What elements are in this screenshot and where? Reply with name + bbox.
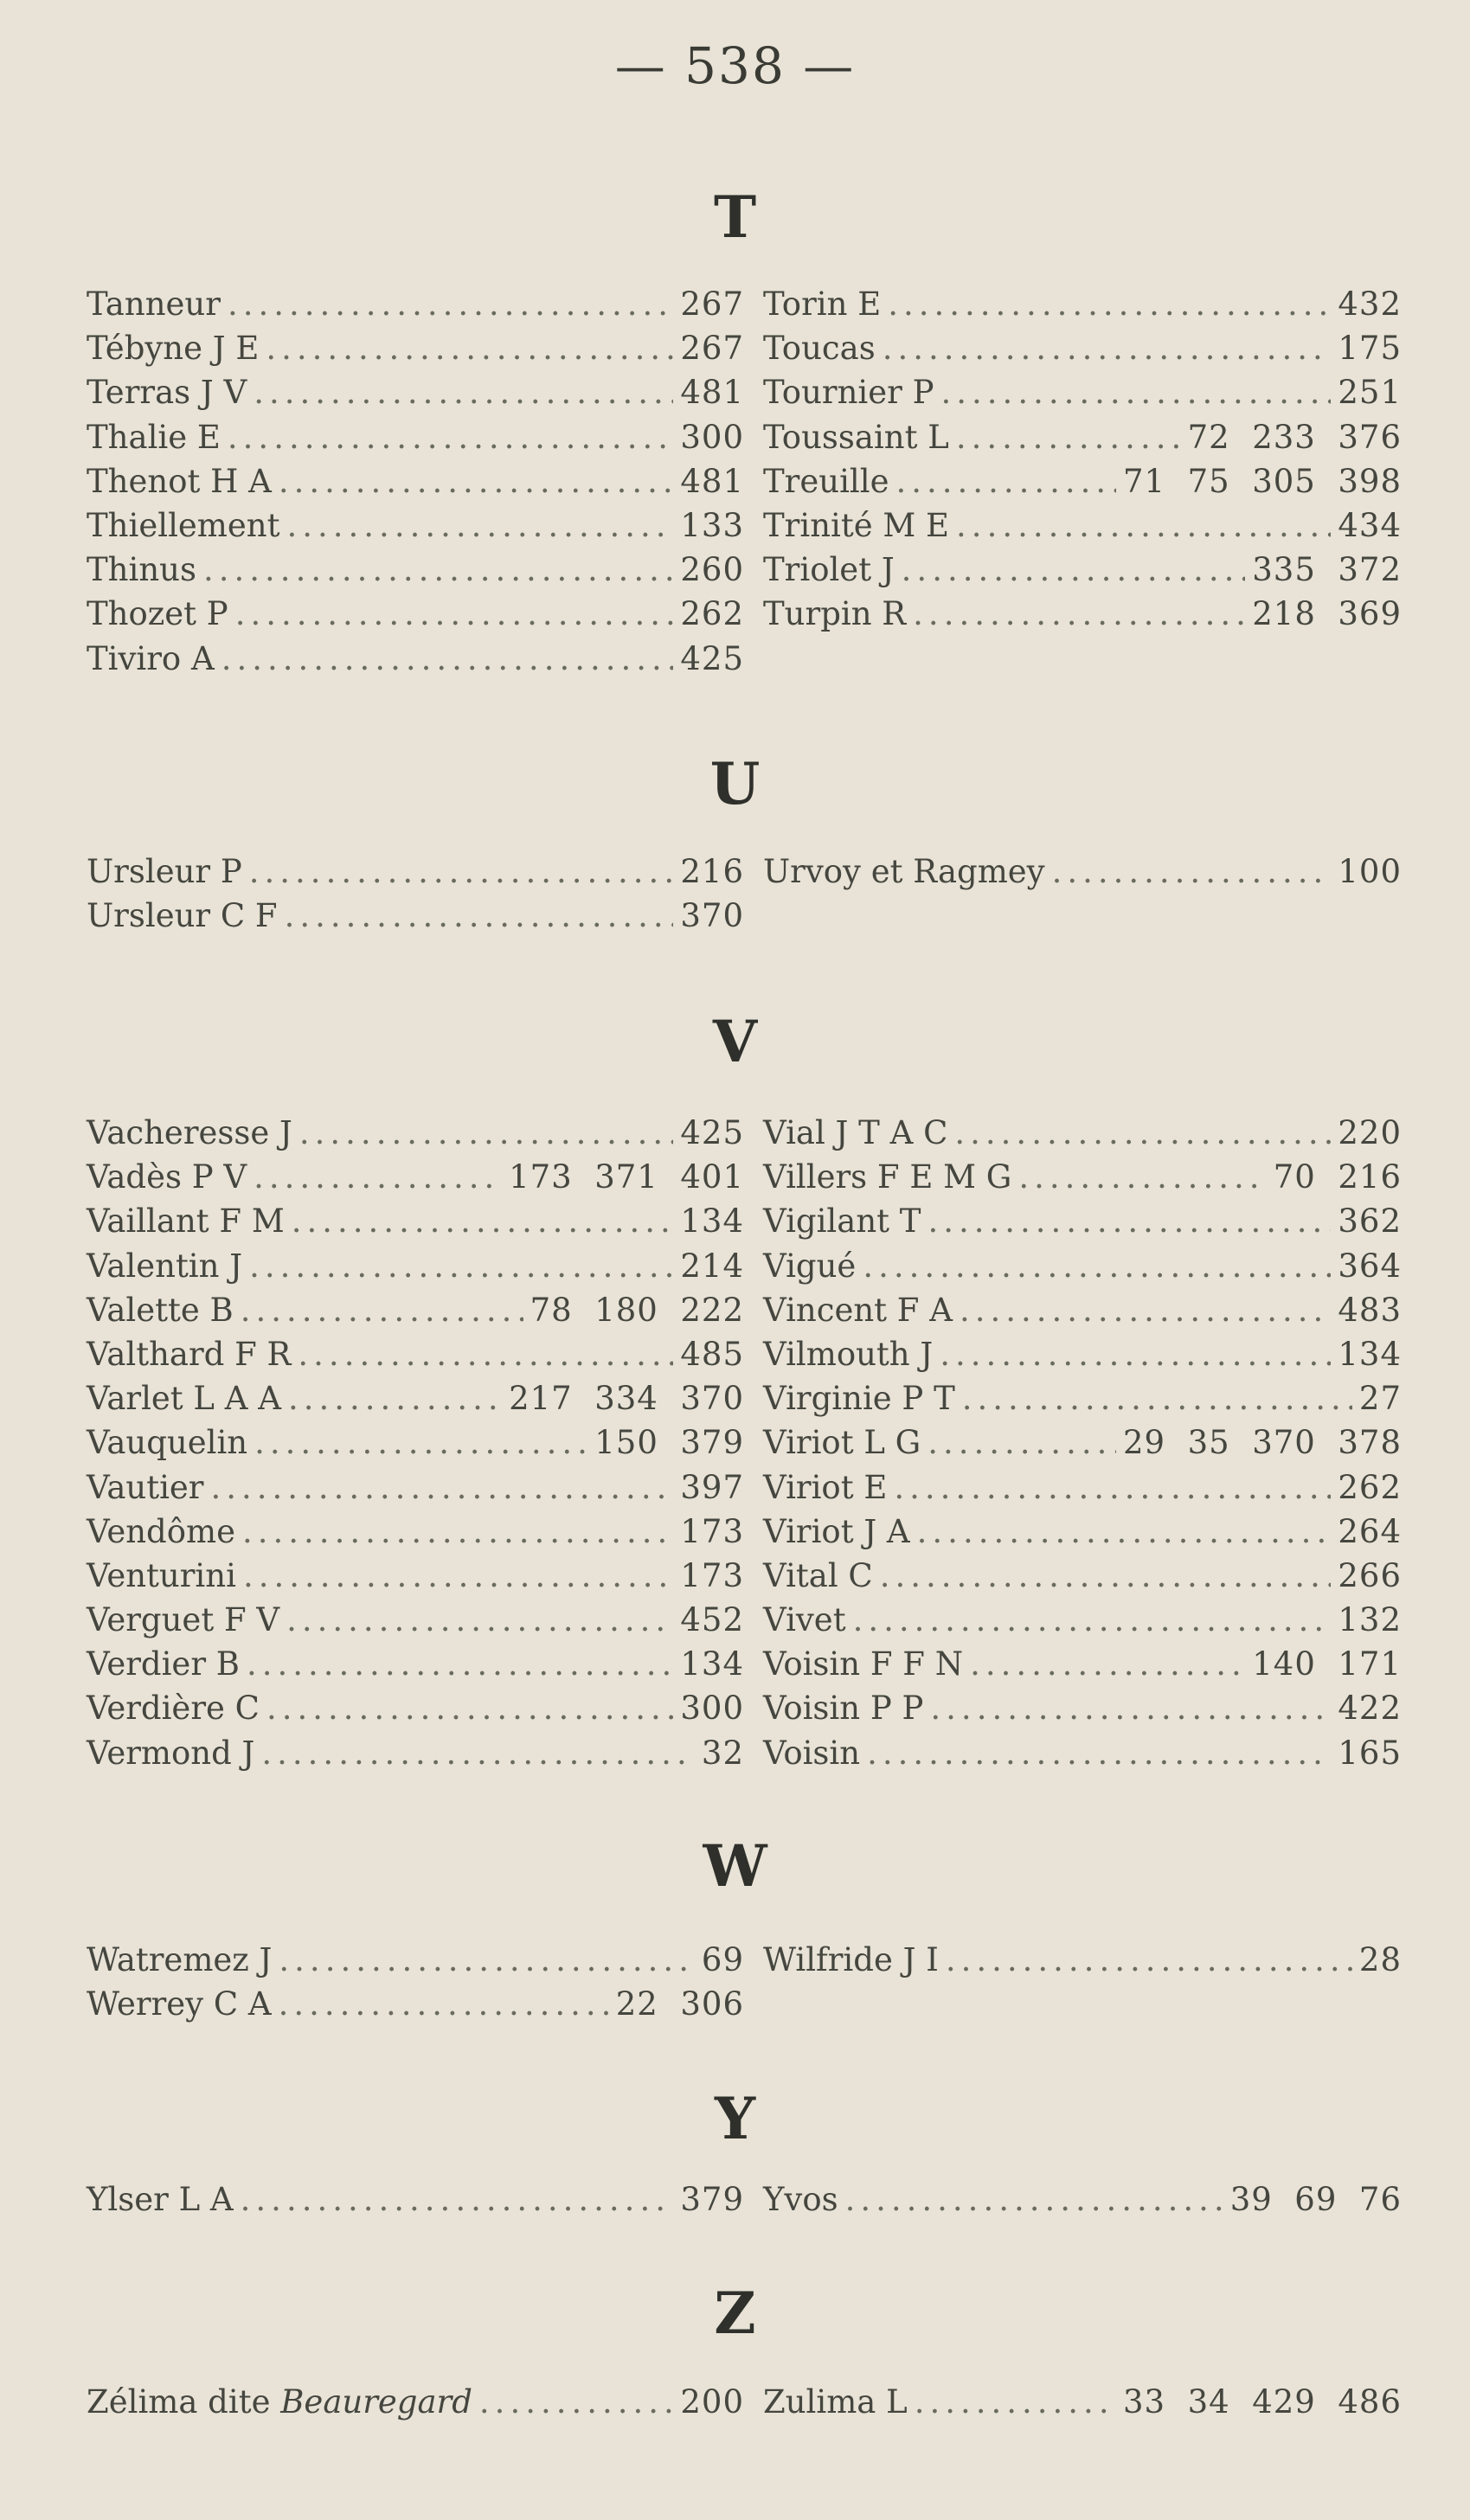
entry-name: Venturini [87, 1556, 236, 1594]
index-entry [87, 1111, 744, 1155]
entry-name: Vaillant F M [87, 1202, 285, 1241]
dot-leader [241, 1288, 523, 1332]
dot-leader [247, 1642, 673, 1686]
entry-pages: 200 [680, 2383, 744, 2421]
dot-leader [221, 637, 674, 681]
index-entry [87, 1420, 744, 1465]
entry-pages: 267 [680, 285, 744, 323]
dot-leader [930, 1686, 1331, 1730]
entry-name: Treuille [763, 462, 889, 500]
index-entry [87, 548, 744, 592]
dot-leader [292, 1199, 674, 1243]
dot-leader [888, 282, 1331, 326]
dot-leader [285, 894, 674, 938]
index-entry [763, 1199, 1402, 1243]
dot-leader [970, 1642, 1245, 1686]
entry-name: Vigilant T [763, 1202, 921, 1241]
index-entry [763, 282, 1402, 326]
index-entry [763, 1420, 1402, 1465]
entry-pages: 140 171 [1252, 1645, 1402, 1683]
dot-leader [203, 548, 673, 592]
entry-pages: 434 [1338, 506, 1402, 544]
index-entry [87, 1686, 744, 1730]
entry-pages: 29 35 370 378 [1123, 1424, 1402, 1462]
index-entry [87, 1244, 744, 1288]
index-entry [763, 2380, 1402, 2424]
entry-pages: 260 [680, 551, 744, 589]
entry-pages: 28 [1358, 1941, 1402, 1978]
index-entry [87, 326, 744, 370]
index-entry [87, 1510, 744, 1554]
entry-pages: 481 [680, 462, 744, 500]
index-entry [87, 2177, 744, 2222]
entry-name: Vital C [763, 1556, 873, 1594]
index-entry [763, 1554, 1402, 1598]
entry-pages: 483 [1338, 1291, 1402, 1329]
entry-pages: 216 [680, 853, 744, 890]
index-entry [763, 592, 1402, 636]
index-entry [763, 370, 1402, 414]
index-entry [87, 1982, 744, 2026]
index-entry [87, 415, 744, 459]
entry-pages: 300 [680, 418, 744, 456]
section-letter-v: V [712, 1008, 758, 1075]
dot-leader [211, 1465, 674, 1510]
index-entry [87, 1938, 744, 1982]
index-entry [87, 1288, 744, 1332]
index-entry [87, 637, 744, 681]
entry-name: Virginie P T [763, 1380, 955, 1418]
dot-leader [915, 2380, 1116, 2424]
dot-leader [902, 548, 1246, 592]
entry-pages: 173 [680, 1512, 744, 1550]
entry-name: Urvoy et Ragmey [763, 853, 1045, 890]
dot-leader [279, 1982, 609, 2026]
dot-leader [254, 1155, 502, 1199]
entry-name: Thinus [87, 551, 196, 589]
entry-pages: 379 [680, 2181, 744, 2218]
entry-name: Wilfride J I [763, 1941, 939, 1978]
index-entry [87, 2380, 744, 2424]
section-t-right-column [763, 282, 1402, 637]
entry-name: Thiellement [87, 506, 280, 544]
entry-name: Turpin R [763, 595, 907, 633]
entry-pages: 264 [1338, 1512, 1402, 1550]
section-letter-u: U [709, 750, 761, 818]
dot-leader [946, 1938, 1352, 1982]
dot-leader [279, 459, 673, 503]
entry-pages: 485 [680, 1335, 744, 1373]
entry-pages: 134 [680, 1645, 744, 1683]
section-u-right-column [763, 850, 1402, 894]
dot-leader [917, 1510, 1332, 1554]
dot-leader [249, 850, 674, 894]
dot-leader [853, 1598, 1332, 1642]
dot-leader [928, 1199, 1331, 1243]
entry-name: Valentin J [87, 1247, 243, 1285]
dot-leader [242, 1510, 673, 1554]
index-entry [87, 1554, 744, 1598]
entry-pages: 300 [680, 1690, 744, 1728]
dot-leader [867, 1731, 1331, 1775]
entry-name: Viriot E [763, 1468, 888, 1506]
entry-pages: 218 369 [1252, 595, 1402, 633]
entry-pages: 173 [680, 1556, 744, 1594]
entry-name: Verdier B [87, 1645, 240, 1683]
entry-pages: 251 [1338, 374, 1402, 412]
entry-pages: 150 379 [594, 1424, 744, 1462]
entry-pages: 33 34 429 486 [1123, 2383, 1402, 2421]
dot-leader [266, 1686, 673, 1730]
dot-leader [956, 503, 1331, 548]
index-entry [763, 1938, 1402, 1982]
entry-pages: 27 [1358, 1380, 1402, 1418]
dot-leader [863, 1244, 1331, 1288]
index-entry [763, 459, 1402, 503]
entry-name: Voisin F F N [763, 1645, 964, 1683]
entry-name: Tébyne J E [87, 330, 260, 368]
dot-leader [235, 592, 674, 636]
dot-leader [241, 2177, 674, 2222]
entry-pages: 425 [680, 1114, 744, 1151]
dot-leader [243, 1554, 673, 1598]
entry-name: Toussaint L [763, 418, 949, 456]
entry-pages: 134 [1338, 1335, 1402, 1373]
section-w-right-column [763, 1938, 1402, 1982]
entry-name: Ursleur P [87, 853, 242, 890]
entry-pages: 173 371 401 [509, 1158, 744, 1196]
section-letter-y: Y [714, 2085, 756, 2152]
entry-pages: 132 [1338, 1601, 1402, 1639]
index-entry [763, 1111, 1402, 1155]
dot-leader [286, 503, 673, 548]
index-entry [87, 1155, 744, 1199]
entry-name: Tournier P [763, 374, 934, 412]
index-entry [763, 1244, 1402, 1288]
entry-pages: 432 [1338, 285, 1402, 323]
entry-name: Vendôme [87, 1512, 235, 1550]
entry-name: Zulima L [763, 2383, 908, 2421]
entry-name: Watremez J [87, 1941, 273, 1978]
index-entry [763, 1332, 1402, 1376]
dot-leader [286, 1598, 673, 1642]
index-entry [87, 459, 744, 503]
dot-leader [956, 415, 1181, 459]
page-number: — 538 — [614, 36, 856, 95]
entry-pages: 370 [680, 897, 744, 935]
section-letter-t: T [713, 183, 757, 251]
entry-pages: 134 [680, 1202, 744, 1241]
dot-leader [228, 415, 673, 459]
section-z-right-column [763, 2380, 1402, 2424]
dot-leader [941, 370, 1332, 414]
index-entry [87, 850, 744, 894]
dot-leader [1018, 1155, 1266, 1199]
entry-name: Thozet P [87, 595, 228, 633]
dot-leader [880, 1554, 1332, 1598]
entry-name: Ylser L A [87, 2181, 234, 2218]
dot-leader [299, 1111, 673, 1155]
index-entry [763, 2177, 1402, 2222]
entry-name: Viriot L G [763, 1424, 921, 1462]
entry-name: Torin E [763, 285, 882, 323]
dot-leader [883, 326, 1332, 370]
entry-pages: 397 [680, 1468, 744, 1506]
index-entry [87, 1598, 744, 1642]
index-entry [763, 1642, 1402, 1686]
entry-name: Toucas [763, 330, 876, 368]
entry-pages: 335 372 [1252, 551, 1402, 589]
index-entry [763, 415, 1402, 459]
dot-leader [894, 1465, 1331, 1510]
entry-name: Vilmouth J [763, 1335, 934, 1373]
dot-leader [845, 2177, 1223, 2222]
dot-leader [254, 1420, 587, 1465]
index-entry [87, 894, 744, 938]
entry-pages: 422 [1338, 1690, 1402, 1728]
entry-name: Vermond J [87, 1734, 255, 1772]
entry-name: Trinité M E [763, 506, 950, 544]
entry-pages: 425 [680, 639, 744, 677]
dot-leader [913, 592, 1245, 636]
entry-pages: 133 [680, 506, 744, 544]
entry-name: Yvos [763, 2181, 838, 2218]
entry-pages: 165 [1338, 1734, 1402, 1772]
index-entry [87, 1731, 744, 1775]
entry-name: Viriot J A [763, 1512, 910, 1550]
dot-leader [228, 282, 673, 326]
entry-pages: 262 [1338, 1468, 1402, 1506]
entry-name: Voisin [763, 1734, 861, 1772]
index-entry [763, 1288, 1402, 1332]
entry-name: Vadès P V [87, 1158, 247, 1196]
dot-leader [928, 1420, 1116, 1465]
dot-leader [249, 1244, 673, 1288]
index-entry [763, 326, 1402, 370]
entry-name: Vautier [87, 1468, 204, 1506]
entry-name: Verguet F V [87, 1601, 280, 1639]
dot-leader [266, 326, 673, 370]
index-entry [763, 1376, 1402, 1420]
section-t-left-column [87, 282, 744, 681]
entry-name: Tiviro A [87, 639, 215, 677]
entry-name: Vial J T A C [763, 1114, 948, 1151]
dot-leader [960, 1288, 1331, 1332]
entry-name: Vacheresse J [87, 1114, 292, 1151]
section-y-left-column [87, 2177, 744, 2222]
section-z-left-column [87, 2380, 744, 2424]
dot-leader [298, 1332, 673, 1376]
entry-name: Vivet [763, 1601, 846, 1639]
entry-pages: 22 306 [615, 1985, 744, 2023]
index-entry [763, 1510, 1402, 1554]
index-entry [87, 1465, 744, 1510]
section-letter-w: W [703, 1832, 767, 1900]
index-entry [763, 503, 1402, 548]
index-entry [87, 370, 744, 414]
entry-pages: 481 [680, 374, 744, 412]
dot-leader [896, 459, 1117, 503]
dot-leader [288, 1376, 502, 1420]
entry-name: Triolet J [763, 551, 895, 589]
section-v-right-column [763, 1111, 1402, 1775]
dot-leader [962, 1376, 1352, 1420]
section-letter-z: Z [714, 2280, 756, 2347]
dot-leader [954, 1111, 1331, 1155]
section-y-right-column [763, 2177, 1402, 2222]
section-u-left-column [87, 850, 744, 938]
entry-name: Ursleur C F [87, 897, 278, 935]
entry-pages: 362 [1338, 1202, 1402, 1241]
entry-name: Valette B [87, 1291, 234, 1329]
index-entry [763, 1686, 1402, 1730]
index-entry [87, 1642, 744, 1686]
entry-name: Verdière C [87, 1690, 260, 1728]
section-v-left-column [87, 1111, 744, 1775]
entry-name: Varlet L A A [87, 1380, 281, 1418]
dot-leader [261, 1731, 695, 1775]
index-entry [763, 1465, 1402, 1510]
index-entry [763, 548, 1402, 592]
dot-leader [479, 2380, 673, 2424]
entry-pages: 452 [680, 1601, 744, 1639]
entry-name: Thenot H A [87, 462, 272, 500]
entry-pages: 214 [680, 1247, 744, 1285]
index-entry [87, 1199, 744, 1243]
entry-pages: 72 233 376 [1187, 418, 1402, 456]
entry-pages: 78 180 222 [530, 1291, 744, 1329]
entry-pages: 266 [1338, 1556, 1402, 1594]
entry-name: Tanneur [87, 285, 221, 323]
dot-leader [1052, 850, 1332, 894]
entry-name: Voisin P P [763, 1690, 924, 1728]
entry-name: Vauquelin [87, 1424, 248, 1462]
index-entry [763, 1731, 1402, 1775]
entry-name: Terras J V [87, 374, 247, 412]
section-w-left-column [87, 1938, 744, 2026]
entry-pages: 69 [701, 1941, 744, 1978]
entry-pages: 175 [1338, 330, 1402, 368]
entry-pages: 100 [1338, 853, 1402, 890]
index-entry [87, 503, 744, 548]
entry-name: Vigué [763, 1247, 857, 1285]
index-entry [87, 1376, 744, 1420]
entry-pages: 364 [1338, 1247, 1402, 1285]
entry-name: Villers F E M G [763, 1158, 1012, 1196]
entry-pages: 217 334 370 [509, 1380, 744, 1418]
index-entry [763, 1598, 1402, 1642]
entry-pages: 262 [680, 595, 744, 633]
entry-name: Valthard F R [87, 1335, 292, 1373]
entry-name: Werrey C A [87, 1985, 272, 2023]
dot-leader [279, 1938, 695, 1982]
entry-pages: 32 [701, 1734, 744, 1772]
index-entry [87, 282, 744, 326]
index-entry [87, 592, 744, 636]
index-entry [87, 1332, 744, 1376]
entry-name: Thalie E [87, 418, 221, 456]
entry-pages: 39 69 76 [1229, 2181, 1402, 2218]
dot-leader [254, 370, 673, 414]
entry-pages: 220 [1338, 1114, 1402, 1151]
index-entry [763, 1155, 1402, 1199]
entry-pages: 71 75 305 398 [1123, 462, 1402, 500]
entry-name: Zélima dite Beauregard [87, 2383, 472, 2421]
dot-leader [940, 1332, 1331, 1376]
entry-pages: 267 [680, 330, 744, 368]
entry-name: Vincent F A [763, 1291, 953, 1329]
index-entry [763, 850, 1402, 894]
entry-pages: 70 216 [1273, 1158, 1402, 1196]
